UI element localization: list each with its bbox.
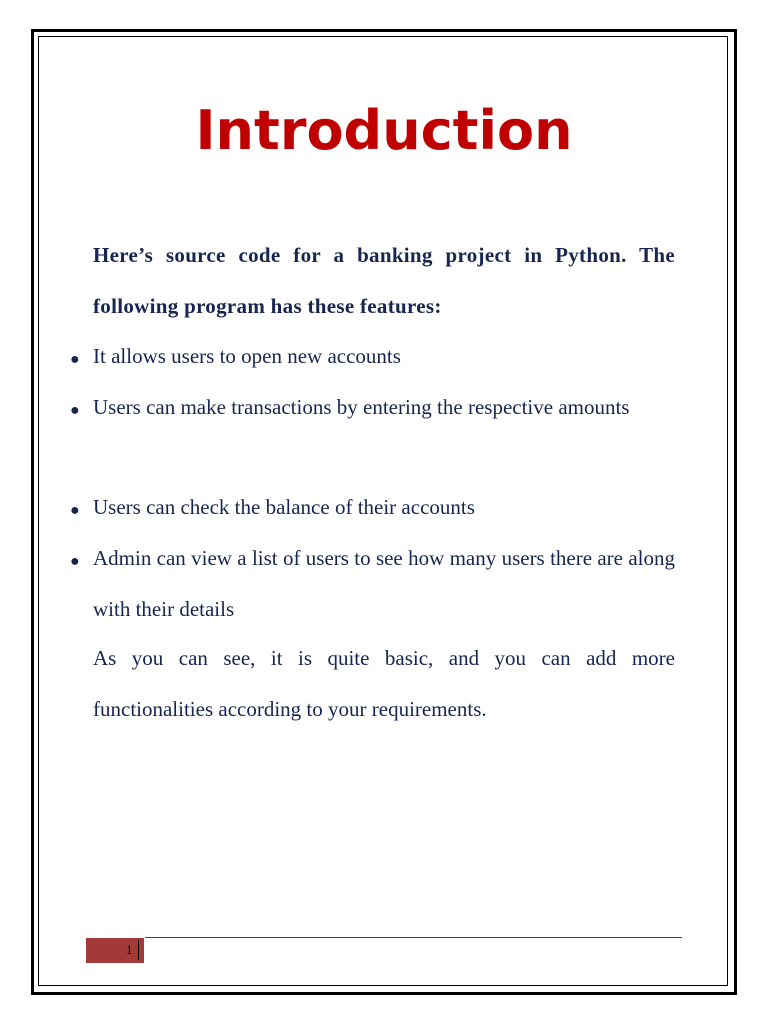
footer-rule	[145, 937, 682, 938]
page-number-divider	[138, 940, 139, 960]
footer-page-box	[86, 938, 144, 963]
bullet-marker-icon: ●	[70, 402, 80, 419]
bullet-item-transactions: Users can make transactions by entering the respective amounts	[93, 395, 630, 419]
bullet-marker-icon: ●	[70, 553, 80, 570]
bullet-item-open-accounts: It allows users to open new accounts	[93, 344, 401, 368]
page-title: Introduction	[195, 99, 573, 162]
bullet-marker-icon: ●	[70, 502, 80, 519]
closing-paragraph: As you can see, it is quite basic, and you can add more functionalities according to your requirements.	[93, 646, 675, 721]
bullet-item-admin-view: Admin can view a list of users to see how many users there are along with their details	[93, 546, 675, 621]
intro-paragraph: Here’s source code for a banking project in Python. The following program has these features:	[93, 243, 675, 318]
bullet-item-check-balance: Users can check the balance of their accounts	[93, 495, 475, 519]
page-number: 1	[126, 942, 133, 957]
bullet-marker-icon: ●	[70, 351, 80, 368]
